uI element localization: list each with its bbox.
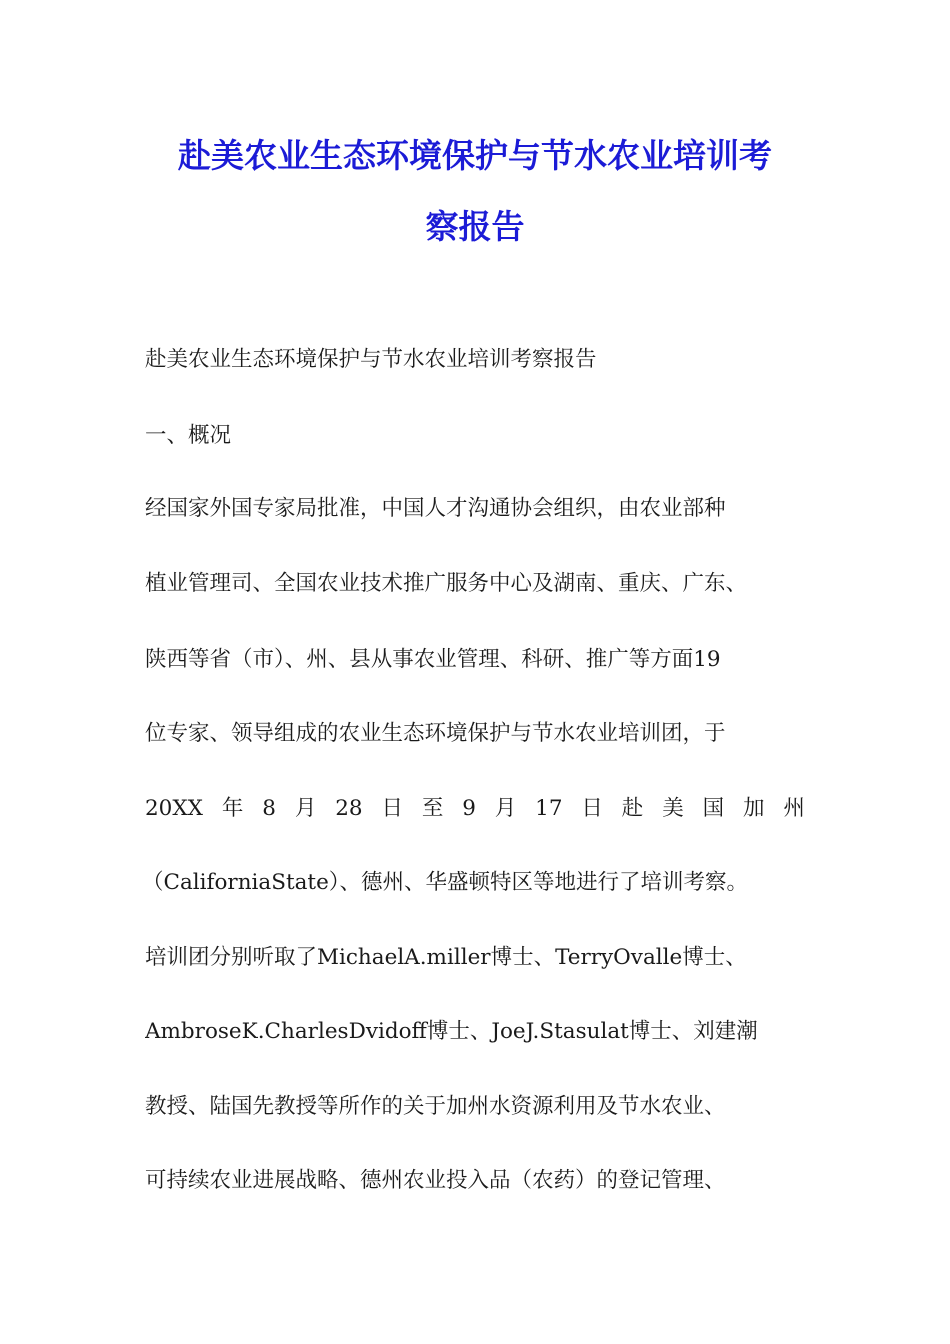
- paragraph-line-date: [145, 794, 805, 824]
- date-line-token: 赴: [621, 796, 644, 821]
- document-title-line-1: 赴美农业生态环境保护与节水农业培训考: [178, 136, 772, 175]
- paragraph-line: AmbroseK.CharlesDvidoff博士、JoeJ.Stasulat博士、刘建潮: [145, 1019, 758, 1044]
- date-line-token: 28: [335, 796, 363, 821]
- date-line-token: 20XX: [145, 796, 203, 821]
- date-line-token: 日: [381, 796, 403, 821]
- paragraph-line: 可持续农业进展战略、德州农业投入品（农药）的登记管理、: [145, 1168, 726, 1193]
- paragraph-line: 位专家、领导组成的农业生态环境保护与节水农业培训团，于: [145, 721, 726, 746]
- date-line-token: 国: [702, 796, 725, 821]
- paragraph-line: 经国家外国专家局批准，中国人才沟通协会组织，由农业部种: [145, 496, 726, 521]
- date-line-token: 9: [462, 796, 476, 821]
- date-line-token: 至: [421, 796, 444, 821]
- document-subtitle: 赴美农业生态环境保护与节水农业培训考察报告: [145, 347, 597, 372]
- paragraph-line: 教授、陆国先教授等所作的关于加州水资源利用及节水农业、: [145, 1094, 726, 1119]
- date-line-token: 月: [494, 796, 517, 821]
- date-line-token: 州: [783, 796, 805, 821]
- date-line-token: 年: [221, 796, 244, 821]
- paragraph-line: 培训团分别听取了MichaelA.miller博士、TerryOvalle博士、: [145, 945, 747, 970]
- date-line-token: 8: [262, 796, 276, 821]
- date-line-token: 加: [742, 796, 765, 821]
- date-line-token: 月: [294, 796, 317, 821]
- paragraph-line: 陕西等省（市）、州、县从事农业管理、科研、推广等方面19: [145, 647, 721, 672]
- paragraph-line: （CaliforniaState）、德州、华盛顿特区等地进行了培训考察。: [142, 870, 749, 895]
- section-heading: 一、概况: [145, 423, 232, 448]
- document-title-line-2: 察报告: [425, 207, 525, 246]
- date-line-token: 日: [581, 796, 603, 821]
- paragraph-line: 植业管理司、全国农业技术推广服务中心及湖南、重庆、广东、: [145, 571, 748, 596]
- date-line-token: 17: [535, 796, 563, 821]
- date-line-token: 美: [662, 796, 684, 821]
